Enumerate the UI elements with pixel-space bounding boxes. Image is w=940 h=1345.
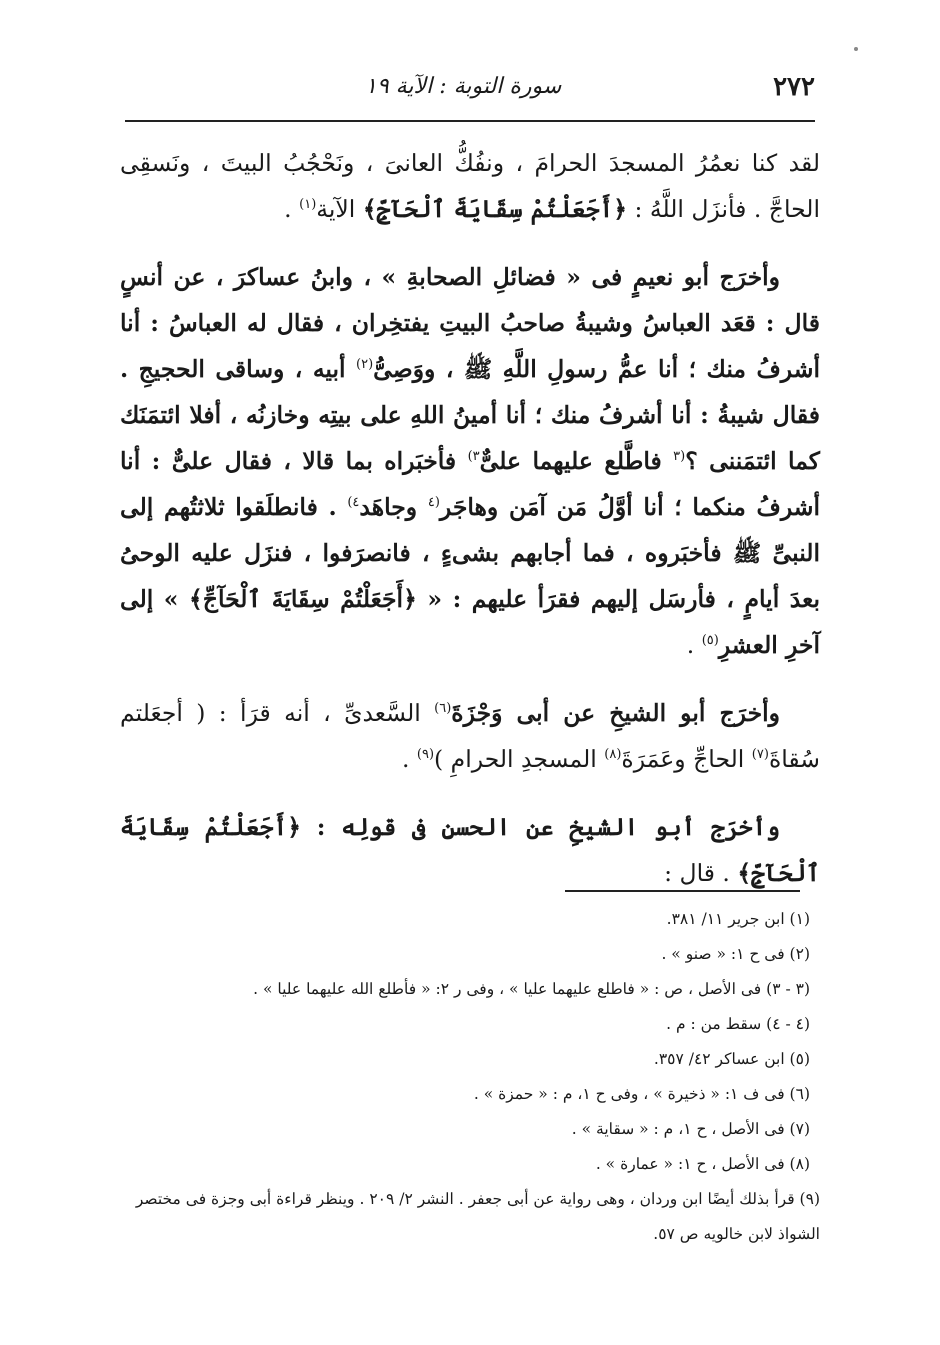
text-run: . قال : xyxy=(664,859,738,887)
footnote-ref: (٤ xyxy=(427,495,440,511)
footnote-4: (٤ - ٤) سقط من : م . xyxy=(666,1015,810,1033)
text-run: . xyxy=(284,195,300,223)
footnote-2: (٢) فى ح ١: « صنو » . xyxy=(661,945,810,963)
footnotes xyxy=(120,902,820,1252)
footnote-ref: (٢) xyxy=(356,357,374,373)
text-run: . فانطلَقوا ثلاثتُهم إلى النبىِّ ﷺ فأخبَروه ، فما أجابهم بشىءٍ ، فانصرَفوا ، فنزَل عليه الوحىُ بعدَ أيامٍ ، فأرسَل إليهم فقرَأ عليهم : « xyxy=(120,493,820,613)
footnote-1: (١) ابن جرير ١١/ ٣٨١. xyxy=(666,910,810,928)
paragraph-4 xyxy=(120,804,820,896)
header-rule xyxy=(125,120,815,122)
quran-verse: ﴿أَجَعَلْتُمْ سِقَايَةَ ٱلْحَآجِّ﴾ xyxy=(362,195,628,223)
scan-speck xyxy=(854,47,858,51)
main-text xyxy=(120,140,820,918)
text-run: السَّعدىِّ ، أنه قرَأ : ( أجعَلتم سُقاةَ xyxy=(120,699,820,773)
footnote-7: (٧) فى الأصل ، ح ١، م : « سقاية » . xyxy=(571,1120,810,1138)
text-run: » إلى آخرِ العشرِ xyxy=(120,585,820,659)
footnote-ref: ٤) xyxy=(347,495,360,511)
footnote-9: (٩) قرأ بذلك أيضًا ابن وردان ، وهى رواية عن أبى جعفر . النشر ٢/ ٢٠٩ . وينظر قراءة أبى وجزة فى مختصر الشواذ لابن خالويه ص ٥٧. xyxy=(135,1190,820,1243)
footnote-ref: (٨) xyxy=(604,747,622,763)
footnote-ref: (٣ xyxy=(673,449,686,465)
text-run: وجاهَد xyxy=(359,493,428,521)
footnote-6: (٦) فى ف ١: « ذخيرة » ، وفى ح ١، م : « حمزة » . xyxy=(473,1085,810,1103)
footnote-ref: (٥) xyxy=(701,633,719,649)
text-run: لقد كنا نعمُرُ المسجدَ الحرامَ ، ونفُكُّ العانىَ ، ونَحْجُبُ البيتَ ، ونَسقِى الحاجَّ . فأنزَل اللَّهُ : xyxy=(120,149,820,223)
text-run: الآية xyxy=(316,195,363,223)
footnote-rule xyxy=(565,890,800,892)
text-run: فأخبَراه بما قالا ، فقال علىٌّ : أنا أشرفُ منكما ؛ أنا أوَّلُ مَن آمَن وهاجَر xyxy=(120,447,821,521)
page-header xyxy=(125,72,815,116)
text-run: وأخرَج أبو نعيمٍ فى « فضائلِ الصحابةِ » ، وابنُ عساكرَ ، عن أنسٍ قال : قعَد العباسُ وشيبةُ صاحبُ البيتِ يفتخِران ، فقال له العباسُ : أنا أشرفُ منك ؛ أنا عمُّ رسولِ اللَّهِ ﷺ ، ووَصِىُّ xyxy=(120,263,820,383)
text-run: . xyxy=(686,631,702,659)
text-run: وأخرَج أبو الشيخِ عن أبى وَجْزَةَ xyxy=(451,699,780,727)
footnote-ref: (٧) xyxy=(751,747,769,763)
text-run: وأخرَج أبو الشيخِ عن الحسنِ فى قولِه : xyxy=(301,813,780,841)
quran-verse: ﴿أَجَعَلْتُمْ سِقَايَةَ ٱلْحَآجِّ﴾ xyxy=(189,585,417,613)
text-run: . xyxy=(401,745,417,773)
footnote-ref: (٩) xyxy=(416,747,435,763)
quran-verse: ﴿أَجَعَلْتُمْ سِقَايَةَ ٱلْحَآجِّ﴾ xyxy=(120,813,820,887)
paragraph-3 xyxy=(120,690,820,782)
footnote-8: (٨) فى الأصل ، ح ١: « عمارة » . xyxy=(595,1155,810,1173)
footnote-ref: ٣) xyxy=(467,449,480,465)
text-run: المسجدِ الحرامِ ) xyxy=(434,745,605,773)
text-run: أبيه ، وساقى الحجيجِ . فقال شيبةُ : أنا أشرفُ منك ؛ أنا أمينُ اللهِ على بيتِه وخازنُه ، أفلا ائتمَنَك كما ائتمَننى ؟ xyxy=(120,355,820,475)
paragraph-2 xyxy=(120,254,820,668)
text-run: فاطَّلع عليهما علىٌّ xyxy=(479,447,674,475)
footnote-ref: (١) xyxy=(299,197,317,213)
footnote-5: (٥) ابن عساكر ٤٢/ ٣٥٧. xyxy=(653,1050,810,1068)
page-number: ٢٧٢ xyxy=(773,72,815,102)
paragraph-1 xyxy=(120,140,820,232)
footnote-3: (٣ - ٣) فى الأصل ، ص : « فاطلع عليهما عليا » ، وفى ر ٢: « فأطلع الله عليهما عليا » . xyxy=(253,980,810,998)
text-run: الحاجِّ وعَمَرَةَ xyxy=(621,745,752,773)
running-title: سورة التوبة : الآية ١٩ xyxy=(365,74,562,99)
footnote-ref: (٦) xyxy=(434,701,452,717)
